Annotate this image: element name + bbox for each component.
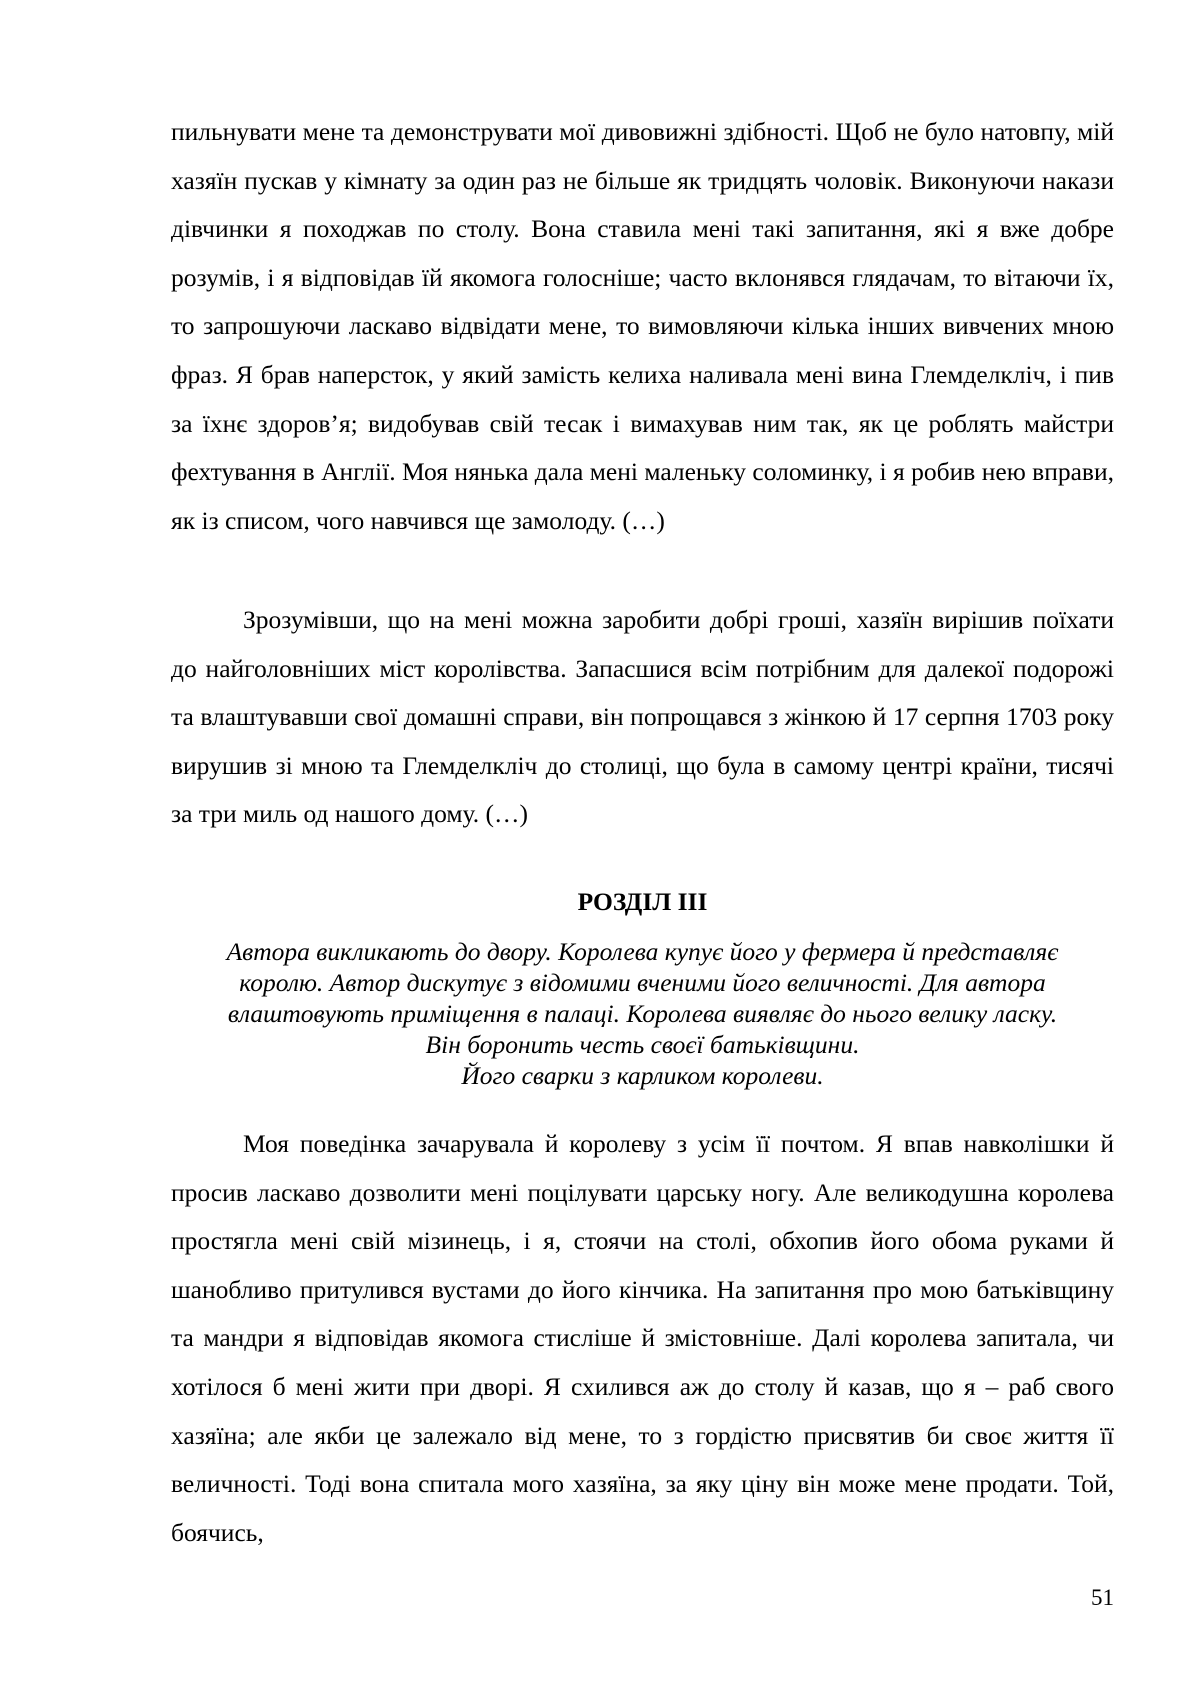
chapter-heading: РОЗДІЛ ІІІ — [577, 887, 708, 916]
chapter-summary-line: влаштовують приміщення в палаці. Королева виявляє до нього велику ласку. — [227, 999, 1058, 1028]
body-paragraph: Зрозумівши, що на мені можна заробити добрі гроші, хазяїн вирішив поїхати до найголовніших міст королівства. Запасшися всім потрібним для далекої подорожі та влаштувавши свої домашні справи, він попрощався з жінкою й 17 серпня 1703 року вирушив зі мною та Глемделкліч до столиці, що була в самому центрі країни, тисячі за три миль од нашого дому. (…) — [171, 605, 1114, 829]
chapter-summary — [171, 936, 1114, 1091]
chapter-summary-line: Автора викликають до двору. Королева купує його у фермера й представляє — [226, 937, 1059, 966]
page-number: 51 — [1091, 1585, 1114, 1610]
body-paragraph: Моя поведінка зачарувала й королеву з усім її почтом. Я впав навколішки й просив ласкаво дозволити мені поцілувати царську ногу. Але великодушна королева простягла мені свій мізинець, і я, стоячи на столі, обхопив його обома руками й шанобливо притулився вустами до його кінчика. На запитання про мою батьківщину та мандри я відповідав якомога стисліше й змістовніше. Далі королева запитала, чи хотілося б мені жити при дворі. Я схилився аж до столу й казав, що я – раб свого хазяїна; але якби це залежало від мене, то з гордістю присвятив би своє життя її величності. Тоді вона спитала мого хазяїна, за яку ціну він може мене продати. Той, боячись, — [171, 1129, 1114, 1547]
body-paragraph: пильнувати мене та демонструвати мої дивовижні здібності. Щоб не було натовпу, мій хазяїн пускав у кімнату за один раз не більше як тридцять чоловік. Виконуючи накази дівчинки я походжав по столу. Вона ставила мені такі запитання, які я вже добре розумів, і я відповідав їй якомога голосніше; часто вклонявся глядачам, то вітаючи їх, то запрошуючи ласкаво відвідати мене, то вимовляючи кілька інших вивчених мною фраз. Я брав наперсток, у який замість келиха наливала мені вина Глемделкліч, і пив за їхнє здоров’я; видобував свій тесак і вимахував ним так, як це роблять майстри фехтування в Англії. Моя нянька дала мені маленьку соломинку, і я робив нею вправи, як із списом, чого навчився ще замолоду. (…) — [171, 117, 1114, 535]
chapter-summary-line: Він боронить честь своєї батьківщини. — [425, 1030, 860, 1059]
chapter-summary-line: королю. Автор дискутує з відомими вченими його величності. Для автора — [239, 968, 1046, 997]
chapter-summary-line: Його сварки з карликом королеви. — [461, 1061, 824, 1090]
document-page — [171, 0, 1114, 1683]
